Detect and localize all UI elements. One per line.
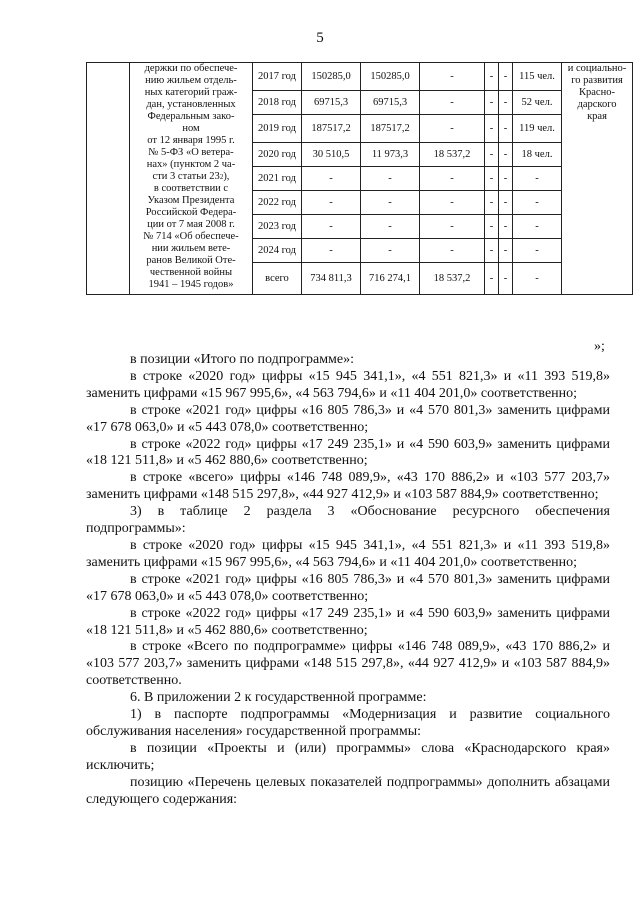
year-cell: 2017 год (253, 63, 302, 91)
executor-line: края (587, 111, 607, 122)
table-row (87, 63, 633, 91)
description-line: держки по обеспече- (144, 63, 238, 74)
total-cell: 69715,3 (302, 91, 361, 115)
description-line: нию жильем отдель- (145, 75, 237, 86)
federal-budget-cell: 18 537,2 (420, 263, 485, 295)
local-budget-cell: - (485, 215, 499, 239)
result-cell: - (513, 191, 562, 215)
total-cell: - (302, 191, 361, 215)
paragraph: в строке «2021 год» цифры «16 805 786,3» и «4 570 801,3» заменить цифрами «17 678 063,0» и «5 443 078,0» соответственно; (86, 571, 610, 604)
year-cell: 2024 год (253, 239, 302, 263)
program-table (86, 62, 633, 295)
regional-budget-cell: 716 274,1 (361, 263, 420, 295)
description-suffix: ), (223, 171, 230, 182)
description-line: сти 3 статьи $23^2$), (152, 171, 230, 182)
regional-budget-cell: 187517,2 (361, 115, 420, 143)
description-line: 1941 – 1945 годов» (148, 279, 234, 290)
regional-budget-cell: - (361, 239, 420, 263)
regional-budget-cell: - (361, 167, 420, 191)
superscript: 2 (219, 173, 224, 181)
result-cell: 18 чел. (513, 143, 562, 167)
federal-budget-cell: 18 537,2 (420, 143, 485, 167)
extra-budget-cell: - (499, 263, 513, 295)
description-line: дан, установленных (146, 99, 236, 110)
federal-budget-cell: - (420, 167, 485, 191)
federal-budget-cell: - (420, 91, 485, 115)
extra-budget-cell: - (499, 115, 513, 143)
description-line: от 12 января 1995 г. (147, 135, 235, 146)
description-line: в соответствии с (153, 183, 229, 194)
measure-description-cell (130, 63, 253, 295)
local-budget-cell: - (485, 191, 499, 215)
paragraph: 3) в таблице 2 раздела 3 «Обоснование ресурсного обеспечения подпрограммы»: (86, 504, 610, 537)
total-cell: 734 811,3 (302, 263, 361, 295)
total-cell: 150285,0 (302, 63, 361, 91)
executor-line: го развития (571, 75, 623, 86)
paragraph: в строке «2022 год» цифры «17 249 235,1» и «4 590 603,9» заменить цифрами «18 121 511,8» и «5 462 880,6» соответственно; (86, 436, 610, 469)
federal-budget-cell: - (420, 215, 485, 239)
paragraph: в строке «Всего по подпрограмме» цифры «146 748 089,9», «43 170 886,2» и «103 577 203,7» заменить цифрами «148 515 297,8», «44 927 412,9» и «103 587 884,9» соответственно. (86, 639, 610, 689)
result-cell: 52 чел. (513, 91, 562, 115)
extra-budget-cell: - (499, 239, 513, 263)
paragraph: позицию «Перечень целевых показателей подпрограммы» дополнить абзацами следующего содержания: (86, 774, 610, 807)
extra-budget-cell: - (499, 63, 513, 91)
executor-line: и социально- (567, 63, 627, 74)
executor-line: Красно- (579, 87, 615, 98)
paragraph: 6. В приложении 2 к государственной программе: (130, 690, 427, 706)
description-line: ции от 7 мая 2008 г. (147, 219, 235, 230)
description-line: № 5-ФЗ «О ветера- (148, 147, 234, 158)
description-line: ном (182, 123, 200, 134)
local-budget-cell: - (485, 143, 499, 167)
result-cell: - (513, 239, 562, 263)
federal-budget-cell: - (420, 239, 485, 263)
local-budget-cell: - (485, 167, 499, 191)
extra-budget-cell: - (499, 143, 513, 167)
description-line: Указом Президента (147, 195, 235, 206)
total-cell: - (302, 215, 361, 239)
regional-budget-cell: - (361, 215, 420, 239)
regional-budget-cell: 11 973,3 (361, 143, 420, 167)
regional-budget-cell: 69715,3 (361, 91, 420, 115)
description-line: Российской Федера- (145, 207, 237, 218)
federal-budget-cell: - (420, 63, 485, 91)
extra-budget-cell: - (499, 191, 513, 215)
year-cell: 2021 год (253, 167, 302, 191)
total-cell: - (302, 239, 361, 263)
federal-budget-cell: - (420, 191, 485, 215)
local-budget-cell: - (485, 239, 499, 263)
paragraph: в строке «2021 год» цифры «16 805 786,3» и «4 570 801,3» заменить цифрами «17 678 063,0» и «5 443 078,0» соответственно; (86, 402, 610, 435)
description-line: ранов Великой Оте- (146, 255, 236, 266)
regional-budget-cell: - (361, 191, 420, 215)
description-line: чественной войны (149, 267, 233, 278)
paragraph: 1) в паспорте подпрограммы «Модернизация и развитие социального обслуживания населения» государственной программы: (86, 707, 610, 739)
executor-cell (562, 63, 633, 295)
year-cell: 2019 год (253, 115, 302, 143)
total-cell: 187517,2 (302, 115, 361, 143)
regional-budget-cell: 150285,0 (361, 63, 420, 91)
paragraph: в строке «всего» цифры «146 748 089,9», «43 170 886,2» и «103 577 203,7» заменить цифрами «148 515 297,8», «44 927 412,9» и «103 587 884,9» соответственно; (86, 470, 610, 503)
description-line: нах» (пунктом 2 ча- (146, 159, 236, 170)
local-budget-cell: - (485, 263, 499, 295)
federal-budget-cell: - (420, 115, 485, 143)
year-cell: 2020 год (253, 143, 302, 167)
year-cell: 2018 год (253, 91, 302, 115)
result-cell: - (513, 167, 562, 191)
paragraph: в позиции «Итого по подпрограмме»: (130, 352, 355, 367)
result-cell: 119 чел. (513, 115, 562, 143)
description-line: Федеральным зако- (147, 111, 235, 122)
year-cell: 2023 год (253, 215, 302, 239)
local-budget-cell: - (485, 115, 499, 143)
paragraph: в строке «2020 год» цифры «15 945 341,1», «4 551 821,3» и «11 393 519,8» заменить цифрами «15 967 995,6», «4 563 794,6» и «11 404 201,0» соответственно; (86, 368, 610, 401)
result-cell: - (513, 215, 562, 239)
total-cell: 30 510,5 (302, 143, 361, 167)
year-cell: всего (253, 263, 302, 295)
executor-line: дарского (577, 99, 617, 110)
local-budget-cell: - (485, 63, 499, 91)
paragraph: в строке «2020 год» цифры «15 945 341,1», «4 551 821,3» и «11 393 519,8» заменить цифрами «15 967 995,6», «4 563 794,6» и «11 404 201,0» соответственно; (86, 537, 610, 570)
extra-budget-cell: - (499, 91, 513, 115)
description-line: нии жильем ветe- (151, 243, 231, 254)
year-cell: 2022 год (253, 191, 302, 215)
result-cell: - (513, 263, 562, 295)
paragraph: в строке «2022 год» цифры «17 249 235,1» и «4 590 603,9» заменить цифрами «18 121 511,8» и «5 462 880,6» соответственно; (86, 605, 610, 638)
row-number-cell (87, 63, 130, 295)
description-line: ных категорий граж- (144, 87, 238, 98)
paragraph: в позиции «Проекты и (или) программы» слова «Краснодарского края» исключить; (86, 740, 610, 773)
extra-budget-cell: - (499, 215, 513, 239)
description-line: № 714 «Об обеспече- (143, 231, 239, 242)
closing-quote: »; (594, 339, 605, 354)
local-budget-cell: - (485, 91, 499, 115)
extra-budget-cell: - (499, 167, 513, 191)
page-number: 5 (316, 30, 324, 46)
result-cell: 115 чел. (513, 63, 562, 91)
document-body (86, 352, 610, 808)
total-cell: - (302, 167, 361, 191)
